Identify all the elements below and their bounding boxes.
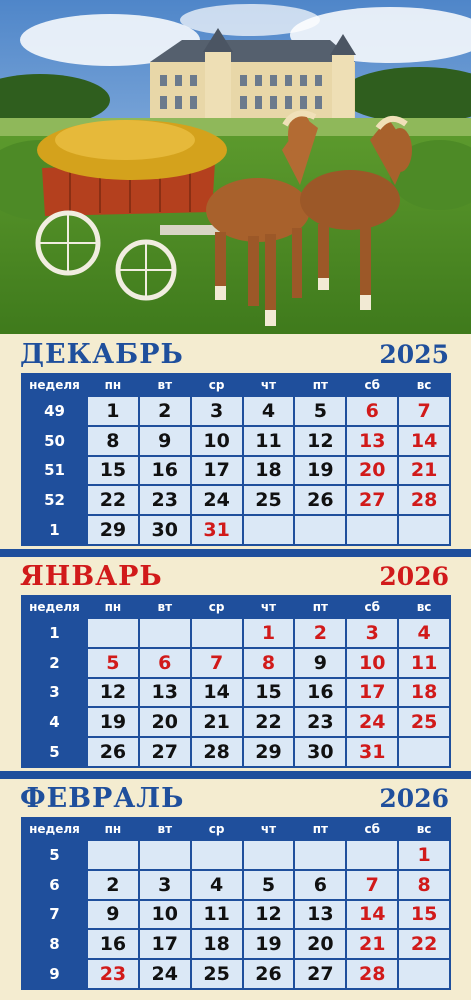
- empty-day-cell: [347, 516, 397, 544]
- day-cell: 28: [399, 486, 449, 514]
- weekday-header: ср: [192, 819, 242, 839]
- day-cell: 31: [192, 516, 242, 544]
- day-cell: 21: [347, 930, 397, 958]
- month-year: 2026: [379, 562, 449, 591]
- calendar-grid: [21, 373, 451, 546]
- day-cell: 27: [295, 960, 345, 988]
- empty-day-cell: [295, 516, 345, 544]
- day-cell: 26: [244, 960, 294, 988]
- day-cell: 10: [347, 649, 397, 677]
- week-number: 3: [23, 679, 86, 707]
- day-cell: 20: [347, 457, 397, 485]
- day-cell: 5: [295, 397, 345, 425]
- empty-day-cell: [399, 960, 449, 988]
- empty-day-cell: [192, 841, 242, 869]
- day-cell: 23: [88, 960, 138, 988]
- empty-day-cell: [399, 738, 449, 766]
- day-cell: 4: [192, 871, 242, 899]
- day-cell: 15: [399, 901, 449, 929]
- day-cell: 26: [88, 738, 138, 766]
- day-cell: 13: [140, 679, 190, 707]
- day-cell: 18: [192, 930, 242, 958]
- day-cell: 15: [88, 457, 138, 485]
- weekday-header: ср: [192, 597, 242, 617]
- empty-day-cell: [192, 619, 242, 647]
- empty-day-cell: [140, 619, 190, 647]
- day-cell: 18: [244, 457, 294, 485]
- day-cell: 11: [399, 649, 449, 677]
- day-cell: 19: [244, 930, 294, 958]
- weekday-header: чт: [244, 819, 294, 839]
- month-block-february: [0, 783, 471, 993]
- day-cell: 15: [244, 679, 294, 707]
- day-cell: 4: [244, 397, 294, 425]
- week-number: 52: [23, 486, 86, 514]
- day-cell: 11: [244, 427, 294, 455]
- empty-day-cell: [244, 841, 294, 869]
- day-cell: 16: [88, 930, 138, 958]
- week-number: 49: [23, 397, 86, 425]
- day-cell: 2: [88, 871, 138, 899]
- day-cell: 24: [140, 960, 190, 988]
- weekday-header: сб: [347, 819, 397, 839]
- empty-day-cell: [399, 516, 449, 544]
- month-name: ФЕВРАЛЬ: [20, 783, 185, 814]
- day-cell: 22: [244, 708, 294, 736]
- day-cell: 27: [140, 738, 190, 766]
- day-cell: 10: [140, 901, 190, 929]
- weekday-header: ср: [192, 375, 242, 395]
- day-cell: 13: [347, 427, 397, 455]
- day-cell: 30: [295, 738, 345, 766]
- weekday-header: вт: [140, 819, 190, 839]
- day-cell: 6: [347, 397, 397, 425]
- day-cell: 1: [88, 397, 138, 425]
- day-cell: 8: [88, 427, 138, 455]
- weekday-header: вс: [399, 375, 449, 395]
- day-cell: 25: [399, 708, 449, 736]
- day-cell: 19: [295, 457, 345, 485]
- day-cell: 5: [244, 871, 294, 899]
- day-cell: 7: [399, 397, 449, 425]
- empty-day-cell: [88, 841, 138, 869]
- day-cell: 12: [88, 679, 138, 707]
- week-number: 8: [23, 930, 86, 958]
- day-cell: 1: [244, 619, 294, 647]
- month-year: 2026: [379, 784, 449, 813]
- month-divider: [0, 771, 471, 779]
- day-cell: 16: [140, 457, 190, 485]
- day-cell: 20: [140, 708, 190, 736]
- day-cell: 9: [295, 649, 345, 677]
- week-number: 50: [23, 427, 86, 455]
- weekday-header: пн: [88, 597, 138, 617]
- weekday-header: вт: [140, 375, 190, 395]
- horse-cart-castle-illustration: [0, 0, 471, 334]
- day-cell: 31: [347, 738, 397, 766]
- day-cell: 16: [295, 679, 345, 707]
- day-cell: 8: [244, 649, 294, 677]
- day-cell: 1: [399, 841, 449, 869]
- day-cell: 27: [347, 486, 397, 514]
- day-cell: 22: [399, 930, 449, 958]
- day-cell: 29: [244, 738, 294, 766]
- day-cell: 21: [399, 457, 449, 485]
- day-cell: 24: [192, 486, 242, 514]
- day-cell: 8: [399, 871, 449, 899]
- day-cell: 26: [295, 486, 345, 514]
- day-cell: 30: [140, 516, 190, 544]
- day-cell: 23: [295, 708, 345, 736]
- weekday-header: пн: [88, 819, 138, 839]
- day-cell: 28: [347, 960, 397, 988]
- week-number: 2: [23, 649, 86, 677]
- day-cell: 2: [140, 397, 190, 425]
- day-cell: 17: [347, 679, 397, 707]
- weekday-header: пт: [295, 819, 345, 839]
- day-cell: 14: [399, 427, 449, 455]
- day-cell: 13: [295, 901, 345, 929]
- empty-day-cell: [88, 619, 138, 647]
- day-cell: 4: [399, 619, 449, 647]
- day-cell: 5: [88, 649, 138, 677]
- day-cell: 25: [192, 960, 242, 988]
- day-cell: 14: [192, 679, 242, 707]
- weekday-header: пт: [295, 597, 345, 617]
- weekday-header: сб: [347, 375, 397, 395]
- day-cell: 7: [347, 871, 397, 899]
- week-number: 5: [23, 738, 86, 766]
- weekday-header: чт: [244, 375, 294, 395]
- day-cell: 24: [347, 708, 397, 736]
- day-cell: 22: [88, 486, 138, 514]
- day-cell: 20: [295, 930, 345, 958]
- day-cell: 10: [192, 427, 242, 455]
- weekday-header: сб: [347, 597, 397, 617]
- weekday-header: чт: [244, 597, 294, 617]
- week-number-header: неделя: [23, 375, 86, 395]
- header-photo: [0, 0, 471, 334]
- week-number-header: неделя: [23, 819, 86, 839]
- empty-day-cell: [295, 841, 345, 869]
- day-cell: 17: [140, 930, 190, 958]
- week-number: 4: [23, 708, 86, 736]
- weekday-header: вс: [399, 819, 449, 839]
- day-cell: 12: [295, 427, 345, 455]
- week-number: 5: [23, 841, 86, 869]
- empty-day-cell: [140, 841, 190, 869]
- month-year: 2025: [379, 340, 449, 369]
- month-divider: [0, 549, 471, 557]
- day-cell: 21: [192, 708, 242, 736]
- day-cell: 3: [347, 619, 397, 647]
- week-number: 6: [23, 871, 86, 899]
- month-block-january: [0, 561, 471, 771]
- day-cell: 11: [192, 901, 242, 929]
- day-cell: 23: [140, 486, 190, 514]
- week-number: 1: [23, 516, 86, 544]
- empty-day-cell: [244, 516, 294, 544]
- day-cell: 12: [244, 901, 294, 929]
- day-cell: 6: [295, 871, 345, 899]
- week-number: 7: [23, 901, 86, 929]
- month-name: ДЕКАБРЬ: [20, 339, 184, 370]
- day-cell: 3: [192, 397, 242, 425]
- weekday-header: пн: [88, 375, 138, 395]
- day-cell: 14: [347, 901, 397, 929]
- day-cell: 17: [192, 457, 242, 485]
- day-cell: 29: [88, 516, 138, 544]
- week-number: 51: [23, 457, 86, 485]
- day-cell: 9: [88, 901, 138, 929]
- day-cell: 9: [140, 427, 190, 455]
- day-cell: 19: [88, 708, 138, 736]
- day-cell: 7: [192, 649, 242, 677]
- calendar-grid: [21, 595, 451, 768]
- empty-day-cell: [347, 841, 397, 869]
- week-number: 1: [23, 619, 86, 647]
- calendar-grid: [21, 817, 451, 990]
- week-number-header: неделя: [23, 597, 86, 617]
- day-cell: 18: [399, 679, 449, 707]
- day-cell: 2: [295, 619, 345, 647]
- day-cell: 25: [244, 486, 294, 514]
- day-cell: 6: [140, 649, 190, 677]
- month-name: ЯНВАРЬ: [20, 561, 163, 592]
- day-cell: 28: [192, 738, 242, 766]
- weekday-header: вс: [399, 597, 449, 617]
- weekday-header: пт: [295, 375, 345, 395]
- month-block-december: [0, 339, 471, 549]
- weekday-header: вт: [140, 597, 190, 617]
- week-number: 9: [23, 960, 86, 988]
- day-cell: 3: [140, 871, 190, 899]
